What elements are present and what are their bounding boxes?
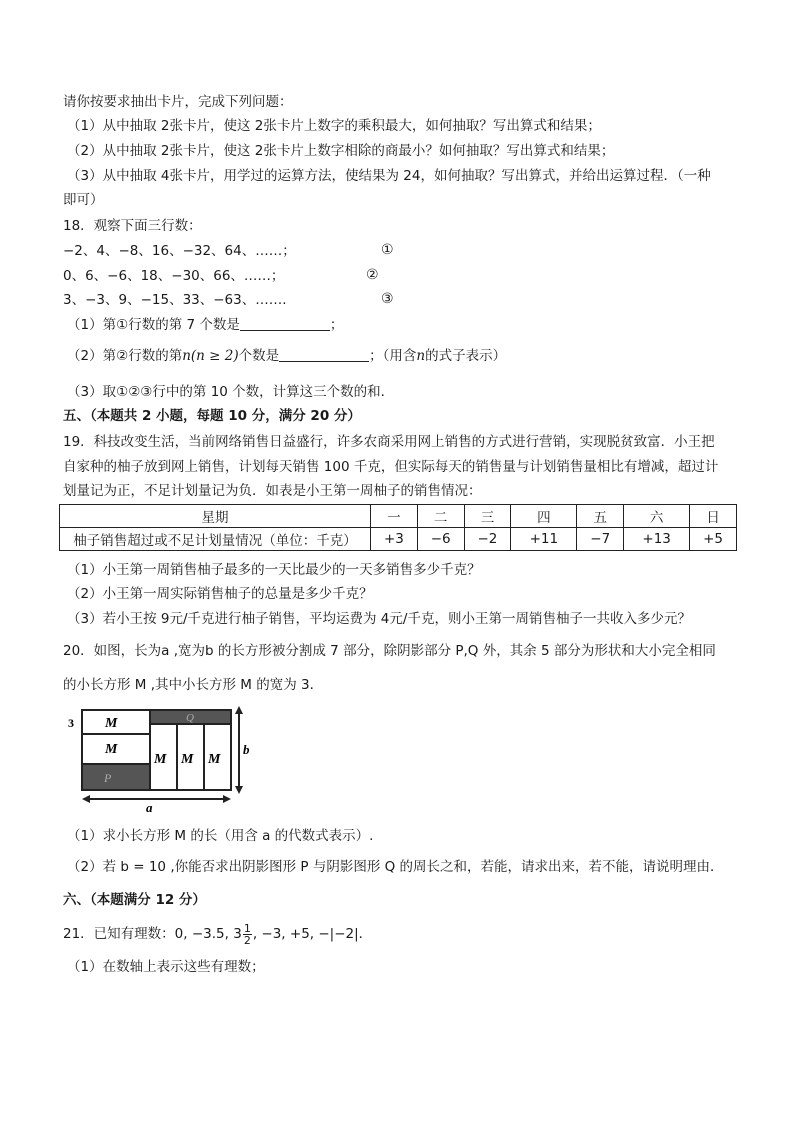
table-cell: 柚子销售超过或不足计划量情况（单位：千克） bbox=[60, 528, 371, 551]
q21-line bbox=[63, 921, 372, 947]
q21-text-post: , −3, +5, −|−2|． bbox=[252, 926, 373, 942]
intro-text: 请你按要求抽出卡片，完成下列问题： bbox=[63, 94, 293, 110]
answer-blank[interactable] bbox=[279, 348, 369, 362]
q18-part1-end: ； bbox=[329, 317, 344, 333]
section-6-heading: 六、（本题满分 12 分） bbox=[63, 892, 206, 908]
q18-row3-mark: ③ bbox=[381, 291, 394, 307]
m-label: M bbox=[105, 716, 118, 731]
rectangle-figure bbox=[64, 702, 254, 814]
q21-text: 21．已知有理数：0, −3.5, 3 bbox=[63, 926, 242, 942]
q18-part3: （3）取①②③行中的第 10 个数，计算这三个数的和． bbox=[67, 384, 395, 400]
section-5-heading: 五、（本题共 2 小题，每题 10 分，满分 20 分） bbox=[63, 408, 361, 424]
table-cell: 二 bbox=[417, 505, 464, 528]
q18-part2-post: ；（用含 bbox=[369, 348, 417, 364]
q18-title: 18．观察下面三行数： bbox=[63, 218, 202, 234]
m-label: M bbox=[208, 752, 221, 767]
fraction-denominator: 2 bbox=[243, 933, 251, 947]
q-label: Q bbox=[186, 712, 194, 724]
table-cell: 一 bbox=[371, 505, 418, 528]
region-p bbox=[82, 764, 150, 790]
a-label: a bbox=[146, 800, 153, 814]
table-cell: +11 bbox=[511, 528, 577, 551]
sales-table bbox=[59, 504, 737, 551]
q18-part2-end: 的式子表示） bbox=[425, 348, 507, 364]
q18-row1-mark: ① bbox=[381, 242, 394, 258]
q17-part3-cont: 即可） bbox=[63, 192, 104, 208]
table-cell: +13 bbox=[624, 528, 690, 551]
m-label: M bbox=[105, 742, 118, 757]
q19-line2: 自家种的柚子放到网上销售，计划每天销售 100 千克，但实际每天的销售量与计划销售量相比有增减，超过计 bbox=[63, 459, 719, 475]
fraction-numerator: 1 bbox=[243, 921, 251, 935]
q21-part1: （1）在数轴上表示这些有理数； bbox=[67, 959, 265, 975]
table-cell: −2 bbox=[464, 528, 511, 551]
table-cell: 六 bbox=[624, 505, 690, 528]
b-label: b bbox=[243, 742, 250, 757]
q18-part1-text: （1）第①行数的第 7 个数是 bbox=[67, 317, 240, 333]
m-label: M bbox=[154, 752, 167, 767]
var-n: n bbox=[416, 348, 426, 364]
q20-line2: 的小长方形 M ,其中小长方形 M 的宽为 3． bbox=[63, 677, 324, 693]
answer-blank[interactable] bbox=[240, 317, 330, 331]
m-label: M bbox=[181, 752, 194, 767]
q20-line1: 20．如图，长为a ,宽为b 的长方形被分割成 7 部分，除阴影部分 P,Q 外，其余 5 部分为形状和大小完全相同 bbox=[63, 643, 716, 659]
q19-line3: 划量记为正，不足计划量记为负．如表是小王第一周柚子的销售情况： bbox=[63, 483, 482, 499]
q18-row1: −2、4、−8、16、−32、64、……； bbox=[63, 243, 296, 259]
fraction bbox=[243, 923, 252, 946]
condition: (n ≥ 2) bbox=[190, 348, 239, 364]
var-n: n bbox=[182, 348, 191, 364]
q20-part1: （1）求小长方形 M 的长（用含 a 的代数式表示）. bbox=[67, 828, 374, 844]
table-cell: 三 bbox=[464, 505, 511, 528]
q18-part2 bbox=[67, 347, 506, 365]
table-header-row bbox=[60, 505, 737, 528]
q19-part2: （2）小王第一周实际销售柚子的总量是多少千克？ bbox=[67, 586, 373, 602]
table-cell: −6 bbox=[417, 528, 464, 551]
q18-part1 bbox=[67, 316, 343, 334]
table-cell: 五 bbox=[577, 505, 624, 528]
q19-line1: 19．科技改变生活，当前网络销售日益盛行，许多农商采用网上销售的方式进行营销，实现脱贫致富．小王把 bbox=[63, 434, 715, 450]
q17-part1: （1）从中抽取 2张卡片，使这 2张卡片上数字的乘积最大，如何抽取？写出算式和结果； bbox=[67, 118, 601, 134]
table-cell: 日 bbox=[690, 505, 737, 528]
table-cell: +5 bbox=[690, 528, 737, 551]
table-cell: 星期 bbox=[60, 505, 371, 528]
q18-part2-text: （2）第②行数的第 bbox=[67, 348, 183, 364]
p-label: P bbox=[104, 771, 112, 785]
q17-part2: （2）从中抽取 2张卡片，使这 2张卡片上数字相除的商最小？如何抽取？写出算式和结果； bbox=[67, 143, 615, 159]
table-row bbox=[60, 528, 737, 551]
q20-part2: （2）若 b = 10 ,你能否求出阴影图形 P 与阴影图形 Q 的周长之和，若能，请求出来，若不能，请说明理由． bbox=[67, 859, 724, 875]
q19-part3: （3）若小王按 9元/千克进行柚子销售，平均运费为 4元/千克，则小王第一周销售柚子一共收入多少元？ bbox=[67, 611, 691, 627]
q18-row2: 0、6、−6、18、−30、66、……； bbox=[63, 268, 285, 284]
q18-row2-mark: ② bbox=[366, 267, 379, 283]
table-cell: +3 bbox=[371, 528, 418, 551]
q19-part1: （1）小王第一周销售柚子最多的一天比最少的一天多销售多少千克？ bbox=[67, 562, 481, 578]
q18-row3: 3、−3、9、−15、33、−63、……. bbox=[63, 292, 287, 308]
q17-part3: （3）从中抽取 4张卡片，用学过的运算方法，使结果为 24，如何抽取？写出算式，并给出运算过程．（一种 bbox=[67, 168, 711, 184]
width-3-label: 3 bbox=[68, 716, 74, 730]
table-cell: −7 bbox=[577, 528, 624, 551]
q18-part2-mid: 个数是 bbox=[238, 348, 280, 364]
table-cell: 四 bbox=[511, 505, 577, 528]
